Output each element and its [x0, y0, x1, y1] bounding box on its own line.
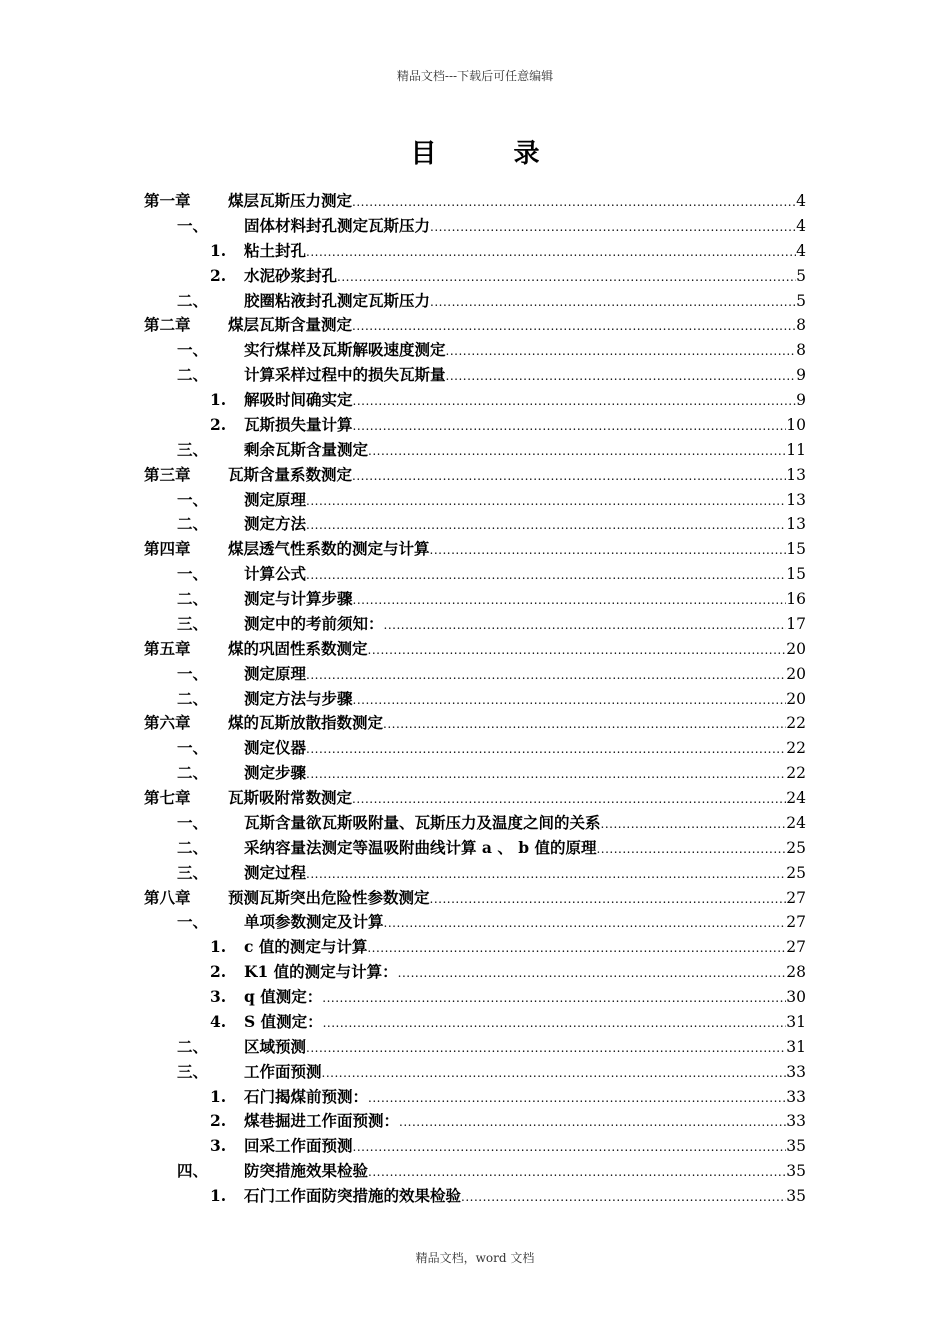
- toc-entry-title: 煤的瓦斯放散指数测定: [228, 713, 384, 733]
- toc-dot-leader: [368, 643, 787, 657]
- toc-entry[interactable]: [144, 264, 806, 289]
- toc-entry[interactable]: [144, 239, 806, 264]
- toc-dot-leader: [306, 494, 786, 508]
- toc-entry[interactable]: [144, 711, 806, 736]
- toc-entry-page: 31: [786, 1012, 806, 1031]
- toc-entry-number: 2.: [210, 265, 227, 285]
- toc-dot-leader: [368, 444, 786, 458]
- toc-entry-title: 测定过程: [244, 862, 307, 882]
- page-header: 精品文档---下载后可任意编辑: [396, 69, 554, 83]
- toc-dot-leader: [446, 369, 797, 383]
- toc-dot-leader: [306, 518, 786, 532]
- toc-entry-title: S 值测定：: [244, 1011, 323, 1031]
- toc-entry-number: 三、: [177, 862, 209, 882]
- toc-entry-number: 3.: [210, 987, 227, 1006]
- toc-dot-leader: [337, 270, 796, 284]
- toc-entry[interactable]: [144, 214, 806, 239]
- toc-dot-leader: [353, 419, 787, 433]
- toc-entry[interactable]: [144, 413, 806, 438]
- toc-entry-number: 第三章: [144, 464, 191, 484]
- toc-entry-number: 1.: [210, 240, 227, 260]
- toc-entry-title: 剩余瓦斯含量测定: [244, 439, 369, 459]
- toc-entry-page: 33: [786, 1112, 806, 1131]
- toc-entry-page: 15: [786, 565, 806, 584]
- toc-dot-leader: [596, 842, 786, 856]
- toc-dot-leader: [353, 394, 797, 408]
- toc-entry-number: 一、: [177, 812, 209, 832]
- toc-entry-number: 三、: [177, 1061, 209, 1081]
- toc-entry-page: 24: [786, 813, 806, 832]
- toc-entry-title: 瓦斯吸附常数测定: [228, 788, 353, 807]
- toc-entry-title: 煤的巩固性系数测定: [228, 638, 368, 658]
- toc-dot-leader: [322, 991, 786, 1005]
- toc-entry-title: 测定原理: [244, 489, 307, 509]
- toc-entry-page: 28: [786, 963, 806, 982]
- toc-entry-title: 计算公式: [244, 564, 307, 584]
- toc-entry[interactable]: [144, 1060, 806, 1085]
- toc-entry[interactable]: [144, 910, 806, 935]
- toc-entry[interactable]: [144, 463, 806, 488]
- toc-entry-number: 三、: [177, 439, 209, 459]
- toc-entry-number: 2.: [210, 962, 227, 982]
- toc-dot-leader: [352, 319, 796, 333]
- toc-entry-number: 第六章: [144, 713, 191, 733]
- toc-entry[interactable]: [144, 338, 806, 363]
- toc-entry[interactable]: [144, 289, 806, 314]
- toc-entry-page: 4: [796, 192, 806, 210]
- toc-entry-page: 5: [796, 291, 806, 310]
- toc-entry-title: 回采工作面预测: [244, 1136, 353, 1156]
- toc-dot-leader: [352, 469, 786, 483]
- toc-entry-title: 测定原理: [244, 663, 307, 683]
- toc-entry[interactable]: [144, 313, 806, 338]
- toc-entry[interactable]: [144, 736, 806, 761]
- toc-entry-title: 瓦斯含量欲瓦斯吸附量、瓦斯压力及温度之间的关系: [244, 812, 601, 832]
- toc-entry-number: 第五章: [144, 638, 191, 658]
- toc-entry-title: c 值的测定与计算: [244, 937, 368, 957]
- toc-entry-title: 防突措施效果检验: [244, 1161, 369, 1181]
- toc-entry-number: 一、: [177, 912, 209, 932]
- toc-dot-leader: [398, 966, 787, 980]
- toc-dot-leader: [352, 792, 786, 806]
- toc-entry-title: 煤巷掘进工作面预测：: [244, 1111, 400, 1131]
- toc-entry[interactable]: [144, 438, 806, 463]
- toc-entry-page: 11: [786, 440, 806, 459]
- toc-entry-page: 22: [786, 764, 806, 783]
- toc-entry-number: 第一章: [144, 191, 191, 210]
- toc-entry-page: 13: [786, 515, 806, 534]
- toc-entry-number: 二、: [177, 1036, 209, 1056]
- toc-entry-title: 瓦斯损失量计算: [244, 414, 353, 434]
- toc-entry-page: 27: [786, 888, 806, 907]
- toc-entry-page: 9: [796, 391, 806, 409]
- toc-entry-number: 1.: [210, 1186, 227, 1205]
- toc-entry[interactable]: [144, 488, 806, 513]
- toc-entry-page: 16: [786, 590, 806, 608]
- toc-dot-leader: [306, 245, 796, 259]
- toc-entry[interactable]: [144, 612, 806, 637]
- toc-entry-title: q 值测定：: [244, 987, 323, 1006]
- toc-entry-title: 石门工作面防突措施的效果检验: [244, 1186, 462, 1205]
- toc-dot-leader: [384, 916, 787, 930]
- toc-entry[interactable]: [144, 786, 806, 811]
- toc-entry-title: 胶圈粘液封孔测定瓦斯压力: [244, 290, 431, 310]
- toc-entry-page: 30: [786, 988, 806, 1006]
- toc-entry-title: 煤层透气性系数的测定与计算: [228, 539, 430, 559]
- toc-entry-page: 35: [786, 1137, 806, 1156]
- toc-entry-number: 2.: [210, 1111, 227, 1131]
- toc-entry[interactable]: [144, 1010, 806, 1035]
- toc-entry-page: 5: [796, 266, 806, 285]
- toc-dot-leader: [430, 543, 787, 557]
- toc-entry-page: 13: [786, 465, 806, 484]
- toc-dot-leader: [368, 1165, 786, 1179]
- toc-entry-page: 9: [796, 366, 806, 385]
- toc-dot-leader: [430, 892, 787, 906]
- toc-entry-number: 1.: [210, 937, 227, 957]
- toc-entry[interactable]: [144, 189, 806, 214]
- toc-dot-leader: [353, 693, 787, 707]
- toc-entry[interactable]: [144, 512, 806, 537]
- toc-entry-number: 2.: [210, 414, 227, 434]
- toc-entry[interactable]: [144, 836, 806, 861]
- toc-entry-title: 测定仪器: [244, 738, 307, 758]
- toc-entry[interactable]: [144, 587, 806, 612]
- toc-dot-leader: [353, 593, 787, 607]
- toc-dot-leader: [306, 668, 786, 682]
- toc-entry-title: 粘土封孔: [244, 240, 307, 260]
- toc-entry-page: 24: [786, 789, 806, 807]
- toc-entry-page: 13: [786, 490, 806, 509]
- toc-entry-page: 22: [786, 739, 806, 758]
- toc-entry-page: 22: [786, 714, 806, 733]
- toc-dot-leader: [601, 817, 787, 831]
- toc-entry[interactable]: [144, 960, 806, 985]
- toc-entry[interactable]: [144, 935, 806, 960]
- toc-entry-number: 3.: [210, 1136, 227, 1156]
- toc-entry[interactable]: [144, 388, 806, 413]
- toc-dot-leader: [306, 867, 786, 881]
- toc-dot-leader: [446, 344, 797, 358]
- toc-entry-title: 瓦斯含量系数测定: [228, 464, 353, 484]
- toc-dot-leader: [430, 220, 796, 234]
- toc-entry-title: 煤层瓦斯含量测定: [228, 315, 353, 335]
- toc-entry-page: 17: [786, 614, 806, 633]
- toc-entry-number: 一、: [177, 738, 209, 758]
- toc-entry-page: 4: [796, 216, 806, 235]
- toc-entry-page: 35: [786, 1162, 806, 1181]
- toc-entry-page: 10: [786, 415, 806, 434]
- toc-entry-number: 1.: [210, 1086, 227, 1106]
- toc-entry-title: 解吸时间确实定: [244, 390, 353, 409]
- toc-entry-title: 石门揭煤前预测：: [244, 1086, 369, 1106]
- toc-entry-page: 25: [786, 838, 806, 857]
- toc-entry-title: 计算采样过程中的损失瓦斯量: [244, 365, 446, 385]
- toc-dot-leader: [430, 295, 796, 309]
- toc-entry[interactable]: [144, 537, 806, 562]
- toc-dot-leader: [306, 767, 786, 781]
- toc-entry-number: 四、: [177, 1161, 209, 1181]
- toc-dot-leader: [322, 1066, 787, 1080]
- toc-entry[interactable]: [144, 562, 806, 587]
- toc-entry-title: 预测瓦斯突出危险性参数测定: [228, 887, 430, 907]
- toc-dot-leader: [306, 568, 786, 582]
- toc-entry[interactable]: [144, 761, 806, 786]
- toc-entry-page: 27: [786, 938, 806, 957]
- toc-entry-number: 第八章: [144, 887, 191, 907]
- toc-dot-leader: [368, 1091, 786, 1105]
- toc-title: 目 录: [410, 139, 574, 169]
- toc-entry-number: 二、: [177, 688, 209, 708]
- toc-entry[interactable]: [144, 861, 806, 886]
- toc-entry[interactable]: [144, 1134, 806, 1159]
- toc-entry-page: 8: [796, 316, 806, 335]
- toc-entry-number: 一、: [177, 340, 209, 360]
- toc-entry-number: 一、: [177, 564, 209, 584]
- toc-entry-number: 二、: [177, 837, 209, 857]
- toc-entry-title: 固体材料封孔测定瓦斯压力: [244, 215, 431, 235]
- toc-dot-leader: [399, 1115, 786, 1129]
- toc-entry[interactable]: [144, 1109, 806, 1134]
- toc-entry-title: 单项参数测定及计算: [244, 912, 384, 932]
- toc-entry-number: 二、: [177, 365, 209, 385]
- table-of-contents: [144, 189, 806, 1209]
- toc-entry-title: 测定中的考前须知：: [244, 613, 384, 633]
- toc-dot-leader: [384, 618, 787, 632]
- toc-dot-leader: [461, 1190, 786, 1204]
- toc-entry-number: 二、: [177, 290, 209, 310]
- toc-entry-number: 一、: [177, 215, 209, 235]
- toc-entry[interactable]: [144, 363, 806, 388]
- toc-entry[interactable]: [144, 637, 806, 662]
- toc-entry-page: 33: [786, 1087, 806, 1106]
- toc-entry-title: K1 值的测定与计算：: [244, 962, 398, 982]
- toc-dot-leader: [306, 742, 786, 756]
- toc-entry-number: 第七章: [144, 788, 191, 807]
- toc-entry-title: 采纳容量法测定等温吸附曲线计算 a 、 b 值的原理: [244, 837, 597, 857]
- toc-entry-page: 35: [786, 1187, 806, 1205]
- toc-entry-title: 测定方法与步骤: [244, 688, 353, 708]
- toc-entry-title: 水泥砂浆封孔: [244, 265, 338, 285]
- toc-entry-number: 二、: [177, 763, 209, 783]
- toc-entry-page: 20: [786, 664, 806, 683]
- toc-entry[interactable]: [144, 687, 806, 712]
- toc-entry[interactable]: [144, 1035, 806, 1060]
- toc-entry[interactable]: [144, 886, 806, 911]
- toc-entry[interactable]: [144, 662, 806, 687]
- toc-entry[interactable]: [144, 1184, 806, 1209]
- toc-entry[interactable]: [144, 1159, 806, 1184]
- toc-entry-page: 4: [796, 241, 806, 260]
- toc-entry-title: 测定与计算步骤: [244, 589, 353, 608]
- toc-entry-page: 20: [786, 689, 806, 708]
- toc-entry-number: 1.: [210, 390, 227, 409]
- toc-dot-leader: [367, 941, 786, 955]
- toc-entry-page: 20: [786, 639, 806, 658]
- toc-entry-number: 第四章: [144, 539, 191, 559]
- toc-entry-page: 25: [786, 863, 806, 882]
- toc-dot-leader: [353, 1140, 787, 1154]
- toc-entry-title: 区域预测: [244, 1036, 307, 1056]
- toc-entry[interactable]: [144, 811, 806, 836]
- toc-dot-leader: [306, 1041, 786, 1055]
- toc-entry-title: 测定步骤: [244, 763, 307, 783]
- toc-entry-title: 测定方法: [244, 514, 307, 534]
- toc-entry[interactable]: [144, 985, 806, 1010]
- toc-entry-title: 工作面预测: [244, 1061, 322, 1081]
- toc-entry-title: 煤层瓦斯压力测定: [228, 191, 353, 210]
- toc-entry-number: 三、: [177, 613, 209, 633]
- toc-entry-page: 15: [786, 540, 806, 559]
- toc-entry-number: 一、: [177, 663, 209, 683]
- toc-entry-page: 33: [786, 1062, 806, 1081]
- page-footer: 精品文档，word 文档: [415, 1251, 535, 1265]
- toc-dot-leader: [323, 1016, 787, 1030]
- toc-entry-page: 31: [786, 1037, 806, 1056]
- toc-dot-leader: [352, 195, 796, 209]
- toc-entry-page: 27: [786, 913, 806, 932]
- toc-entry-title: 实行煤样及瓦斯解吸速度测定: [244, 340, 446, 360]
- toc-entry-number: 一、: [177, 489, 209, 509]
- toc-dot-leader: [383, 717, 786, 731]
- toc-entry-number: 二、: [177, 589, 209, 608]
- toc-entry-number: 4.: [210, 1011, 227, 1031]
- toc-entry-page: 8: [796, 341, 806, 360]
- toc-entry[interactable]: [144, 1085, 806, 1110]
- toc-entry-number: 二、: [177, 514, 209, 534]
- toc-entry-number: 第二章: [144, 315, 191, 335]
